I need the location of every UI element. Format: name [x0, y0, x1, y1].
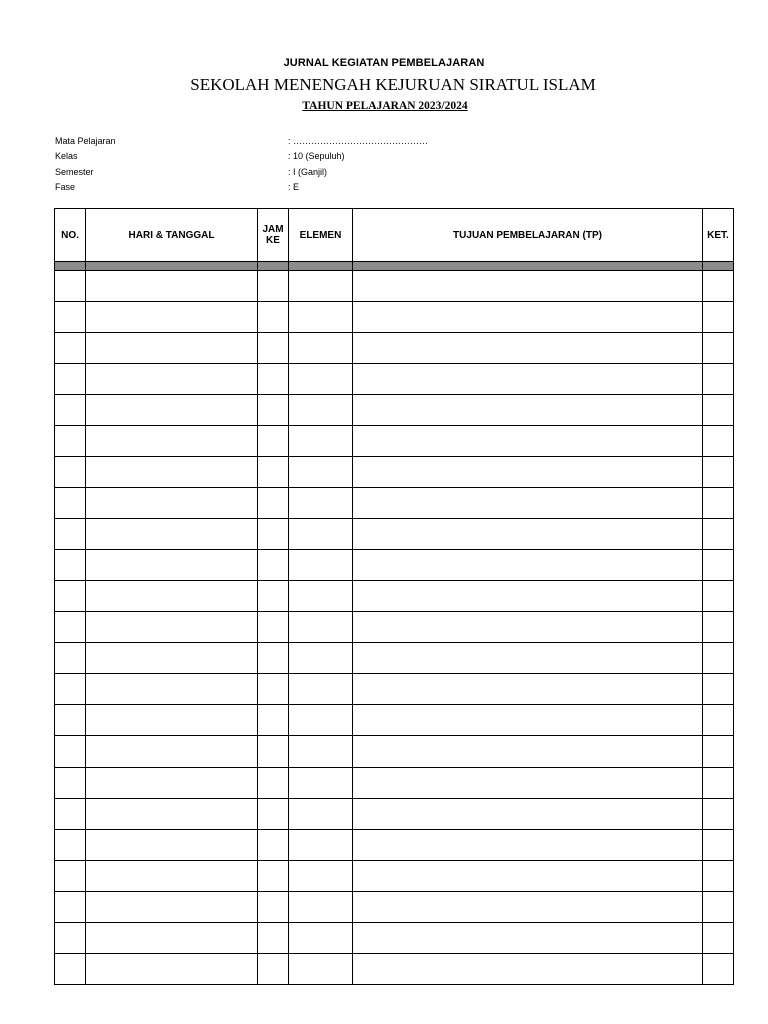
info-row-semester [55, 165, 555, 180]
cell-no [55, 736, 86, 767]
cell-element [289, 550, 353, 581]
cell-element [289, 767, 353, 798]
cell-date [86, 891, 258, 922]
table-row [55, 767, 734, 798]
cell-date [86, 767, 258, 798]
cell-period [258, 395, 289, 426]
cell-element [289, 891, 353, 922]
cell-notes [703, 736, 734, 767]
info-block [55, 134, 555, 195]
cell-notes [703, 829, 734, 860]
cell-period [258, 829, 289, 860]
column-header-notes: KET. [703, 209, 734, 262]
cell-date [86, 488, 258, 519]
header-separator [55, 262, 734, 271]
cell-no [55, 674, 86, 705]
cell-period [258, 581, 289, 612]
cell-objective [353, 457, 703, 488]
cell-element [289, 829, 353, 860]
cell-element [289, 333, 353, 364]
info-label: Mata Pelajaran [55, 136, 116, 146]
cell-date [86, 674, 258, 705]
info-row-subject [55, 134, 555, 149]
cell-no [55, 271, 86, 302]
cell-date [86, 860, 258, 891]
cell-no [55, 953, 86, 984]
cell-notes [703, 674, 734, 705]
column-header-date: HARI & TANGGAL [86, 209, 258, 262]
school-name: SEKOLAH MENENGAH KEJURUAN SIRATUL ISLAM [190, 75, 596, 94]
cell-element [289, 581, 353, 612]
cell-notes [703, 457, 734, 488]
cell-date [86, 426, 258, 457]
cell-notes [703, 798, 734, 829]
cell-no [55, 798, 86, 829]
cell-period [258, 457, 289, 488]
column-header-no: NO. [55, 209, 86, 262]
cell-period [258, 488, 289, 519]
table-row [55, 798, 734, 829]
cell-no [55, 457, 86, 488]
cell-no [55, 891, 86, 922]
cell-date [86, 364, 258, 395]
cell-period [258, 860, 289, 891]
table-row [55, 519, 734, 550]
cell-period [258, 333, 289, 364]
cell-date [86, 953, 258, 984]
cell-no [55, 488, 86, 519]
cell-period [258, 767, 289, 798]
cell-element [289, 519, 353, 550]
cell-element [289, 860, 353, 891]
cell-notes [703, 767, 734, 798]
cell-objective [353, 426, 703, 457]
cell-date [86, 798, 258, 829]
table-row [55, 829, 734, 860]
table-row [55, 426, 734, 457]
table-row [55, 488, 734, 519]
cell-notes [703, 581, 734, 612]
cell-period [258, 953, 289, 984]
table-row [55, 736, 734, 767]
academic-year: TAHUN PELAJARAN 2023/2024 [302, 100, 468, 112]
cell-no [55, 643, 86, 674]
table-row [55, 891, 734, 922]
cell-date [86, 612, 258, 643]
cell-notes [703, 364, 734, 395]
info-value: : I (Ganjil) [288, 166, 328, 177]
table-row [55, 395, 734, 426]
cell-period [258, 550, 289, 581]
cell-period [258, 643, 289, 674]
cell-notes [703, 612, 734, 643]
info-value: : E [288, 181, 300, 192]
cell-objective [353, 953, 703, 984]
cell-period [258, 302, 289, 333]
info-value: : ……………………………………… [288, 136, 429, 146]
cell-no [55, 581, 86, 612]
table-row [55, 612, 734, 643]
table-row [55, 457, 734, 488]
journal-table [54, 208, 734, 985]
cell-no [55, 519, 86, 550]
table-row [55, 333, 734, 364]
cell-no [55, 922, 86, 953]
cell-objective [353, 333, 703, 364]
column-header-element: ELEMEN [289, 209, 353, 262]
cell-no [55, 426, 86, 457]
table-row [55, 953, 734, 984]
cell-date [86, 643, 258, 674]
cell-element [289, 953, 353, 984]
cell-notes [703, 333, 734, 364]
cell-objective [353, 643, 703, 674]
info-row-class [55, 149, 555, 164]
info-label: Semester [55, 166, 94, 177]
table-row [55, 302, 734, 333]
cell-date [86, 550, 258, 581]
cell-period [258, 798, 289, 829]
info-label: Fase [55, 181, 76, 192]
cell-element [289, 612, 353, 643]
cell-no [55, 612, 86, 643]
table-row [55, 581, 734, 612]
cell-notes [703, 860, 734, 891]
cell-element [289, 457, 353, 488]
cell-no [55, 333, 86, 364]
cell-objective [353, 736, 703, 767]
cell-objective [353, 860, 703, 891]
cell-element [289, 364, 353, 395]
cell-element [289, 674, 353, 705]
cell-notes [703, 891, 734, 922]
cell-no [55, 829, 86, 860]
info-row-phase [55, 180, 555, 195]
cell-objective [353, 550, 703, 581]
cell-no [55, 767, 86, 798]
cell-element [289, 736, 353, 767]
cell-element [289, 922, 353, 953]
table-row [55, 364, 734, 395]
cell-objective [353, 767, 703, 798]
cell-element [289, 798, 353, 829]
cell-objective [353, 581, 703, 612]
cell-objective [353, 891, 703, 922]
cell-objective [353, 395, 703, 426]
cell-date [86, 457, 258, 488]
cell-date [86, 581, 258, 612]
cell-element [289, 426, 353, 457]
cell-date [86, 829, 258, 860]
cell-objective [353, 302, 703, 333]
table-row [55, 674, 734, 705]
table-header-row [55, 209, 734, 262]
column-header-objective: TUJUAN PEMBELAJARAN (TP) [353, 209, 703, 262]
cell-element [289, 302, 353, 333]
cell-period [258, 922, 289, 953]
cell-objective [353, 705, 703, 736]
cell-notes [703, 395, 734, 426]
cell-period [258, 612, 289, 643]
cell-date [86, 395, 258, 426]
info-value: : 10 (Sepuluh) [288, 151, 345, 162]
cell-objective [353, 488, 703, 519]
cell-date [86, 333, 258, 364]
cell-notes [703, 426, 734, 457]
cell-element [289, 271, 353, 302]
cell-period [258, 674, 289, 705]
cell-objective [353, 271, 703, 302]
cell-period [258, 271, 289, 302]
cell-notes [703, 705, 734, 736]
cell-notes [703, 271, 734, 302]
cell-objective [353, 674, 703, 705]
cell-no [55, 395, 86, 426]
cell-notes [703, 488, 734, 519]
column-header-period: JAM KE [258, 209, 289, 262]
cell-notes [703, 953, 734, 984]
cell-date [86, 705, 258, 736]
table-row [55, 550, 734, 581]
journal-title: JURNAL KEGIATAN PEMBELAJARAN [283, 57, 485, 69]
cell-notes [703, 643, 734, 674]
table-row [55, 922, 734, 953]
cell-notes [703, 302, 734, 333]
cell-objective [353, 612, 703, 643]
cell-no [55, 364, 86, 395]
cell-period [258, 705, 289, 736]
cell-objective [353, 798, 703, 829]
cell-period [258, 364, 289, 395]
cell-date [86, 271, 258, 302]
cell-period [258, 519, 289, 550]
cell-period [258, 426, 289, 457]
cell-period [258, 891, 289, 922]
table-row [55, 860, 734, 891]
cell-date [86, 302, 258, 333]
cell-date [86, 519, 258, 550]
info-label: Kelas [55, 151, 78, 162]
cell-date [86, 736, 258, 767]
cell-element [289, 643, 353, 674]
table-row [55, 643, 734, 674]
cell-element [289, 488, 353, 519]
cell-notes [703, 550, 734, 581]
cell-no [55, 860, 86, 891]
table-body [55, 271, 734, 985]
cell-period [258, 736, 289, 767]
cell-objective [353, 519, 703, 550]
cell-no [55, 705, 86, 736]
cell-no [55, 302, 86, 333]
cell-no [55, 550, 86, 581]
cell-date [86, 922, 258, 953]
cell-notes [703, 519, 734, 550]
cell-objective [353, 364, 703, 395]
table-row [55, 705, 734, 736]
cell-element [289, 705, 353, 736]
cell-element [289, 395, 353, 426]
cell-notes [703, 922, 734, 953]
table-row [55, 271, 734, 302]
cell-objective [353, 922, 703, 953]
cell-objective [353, 829, 703, 860]
